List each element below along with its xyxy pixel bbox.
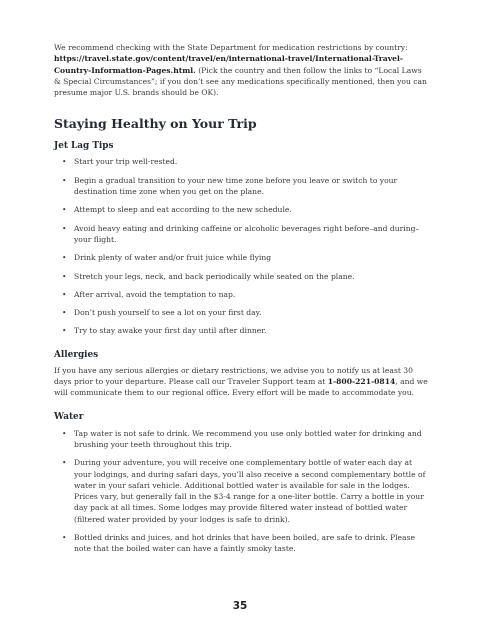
list-item: • Tap water is not safe to drink. We recommend you use only bottled water for drinking and brushing your teeth throughout this trip. (62, 428, 422, 449)
bullet-icon: • (62, 289, 67, 299)
bullet-icon: • (62, 271, 67, 281)
page-number: 35 (232, 600, 248, 612)
bullet-icon: • (62, 253, 67, 263)
bullet-icon: • (62, 458, 67, 468)
list-item: • Stretch your legs, neck, and back periodically while seated on the plane. (62, 271, 355, 281)
section-title: Staying Healthy on Your Trip (54, 116, 257, 132)
list-item: • Start your trip well-rested. (62, 157, 178, 167)
allergies-paragraph: If you have any serious allergies or dietary restrictions, we advise you to notify us at least 30 days prior to your departure. Please call our Traveler Support team at 1-800-221-0814, and we will communicate them to our regional office. Every effort will be made to accommodate you. (54, 365, 428, 398)
bullet-icon: • (62, 326, 67, 336)
intro-text-continued: (Pick the country and then follow the links to “Local Laws & Special Circumstances”; if you don’t see any medications specifically mentioned, then you can presume major U.S. brands should be OK). (54, 65, 427, 98)
list-item: • Don’t push yourself to see a lot on your first day. (62, 308, 262, 318)
intro-paragraph (54, 42, 428, 98)
list-item: • Begin a gradual transition to your new time zone before you leave or switch to your destination time zone when you get on the plane. (62, 175, 398, 197)
bullet-icon: • (62, 157, 67, 167)
list-item: • After arrival, avoid the temptation to nap. (62, 289, 236, 299)
list-item: • Avoid heavy eating and drinking caffeine or alcoholic beverages right before–and during–your flight. (62, 223, 420, 244)
list-item: • Drink plenty of water and/or fruit juice while flying (62, 253, 272, 263)
bullet-icon: • (62, 428, 67, 438)
bullet-icon: • (62, 223, 67, 233)
bullet-icon: • (62, 175, 67, 185)
list-item: • Try to stay awake your first day until after dinner. (62, 326, 267, 336)
bullet-icon: • (62, 205, 67, 215)
list-item: • During your adventure, you will receive one complementary bottle of water each day at your lodgings, and during safari days, you’ll also receive a second complementary bottle of water in your safari vehicle. Additional bottled water is available for sale in the lodges. Prices vary, but generally fall in the $3-4 range for a one-liter bottle. Carry a bottle in your day pack at all times. Some lodges may provide filtered water instead of bottled water (filtered water provided by your lodges is safe to drink). (62, 458, 426, 524)
support-phone-number: 1-800-221-0814 (327, 377, 396, 387)
bullet-icon: • (62, 308, 67, 318)
list-item: • Bottled drinks and juices, and hot drinks that have been boiled, are safe to drink. Please note that the boiled water can have a faintly smoky taste. (62, 533, 415, 554)
list-item: • Attempt to sleep and eat according to the new schedule. (62, 205, 292, 215)
water-list (54, 428, 428, 555)
water-heading: Water (54, 411, 84, 422)
allergies-heading: Allergies (54, 349, 99, 360)
bullet-icon: • (62, 533, 67, 543)
jet-lag-list (54, 156, 428, 336)
intro-text: We recommend checking with the State Department for medication restrictions by country: (54, 43, 408, 52)
jet-lag-heading: Jet Lag Tips (54, 141, 114, 152)
state-department-link[interactable]: https://travel.state.gov/content/travel/en/international-travel/International-Travel-Country-Information-Pages.html. (54, 54, 404, 75)
